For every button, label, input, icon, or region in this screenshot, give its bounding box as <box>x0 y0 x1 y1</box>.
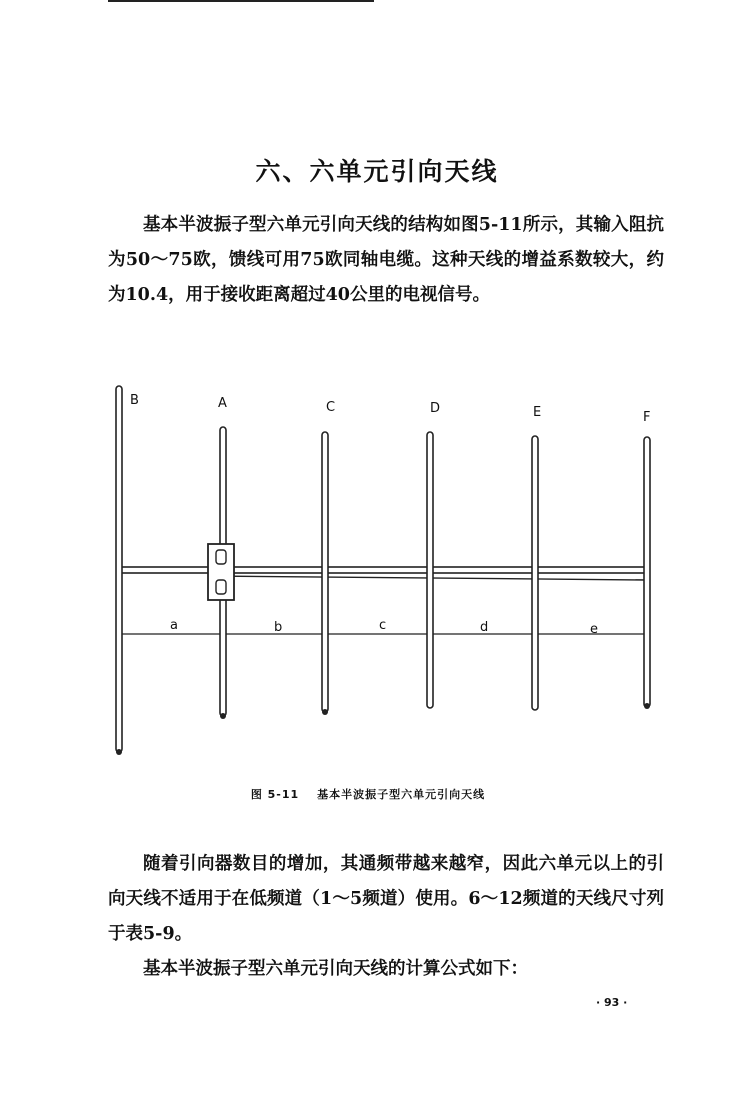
antenna-figure <box>100 380 670 765</box>
paragraph-3: 基本半波振子型六单元引向天线的计算公式如下： <box>143 959 528 979</box>
paragraph-1: 基本半波振子型六单元引向天线的结构如图5-11所示，其输入阻抗为50～75欧，馈线可用75欧同轴电缆。这种天线的增益系数较大，约为10.4，用于接收距离超过40公里的电视信号。 <box>108 215 664 305</box>
element-f <box>644 437 650 709</box>
element-a <box>208 427 234 719</box>
label-e: E <box>533 405 542 420</box>
figure-caption <box>0 786 754 802</box>
label-f: F <box>643 410 651 425</box>
figure-caption-text: 基本半波振子型六单元引向天线 <box>317 788 486 801</box>
label-a: A <box>218 396 227 411</box>
section-title: 六、六单元引向天线 <box>255 157 499 186</box>
element-c <box>322 432 328 715</box>
top-rule <box>108 0 374 2</box>
figure-number: 图 5-11 <box>250 788 300 801</box>
boom <box>120 567 648 580</box>
page-number: · 93 · <box>596 996 628 1009</box>
label-d: D <box>430 401 441 416</box>
spacing-label-d: d <box>480 620 489 635</box>
label-c: C <box>326 400 336 415</box>
spacing-label-b: b <box>274 620 283 635</box>
element-b <box>116 386 122 755</box>
element-e <box>532 436 538 710</box>
spacing-label-a: a <box>170 618 178 633</box>
label-b: B <box>130 393 139 408</box>
paragraph-2: 随着引向器数目的增加，其通频带越来越窄，因此六单元以上的引向天线不适用于在低频道（1～5频道）使用。6～12频道的天线尺寸列于表5-9。 <box>108 854 664 944</box>
element-d <box>427 432 433 708</box>
spacing-label-e: e <box>590 622 598 637</box>
spacing-label-c: c <box>379 618 387 633</box>
